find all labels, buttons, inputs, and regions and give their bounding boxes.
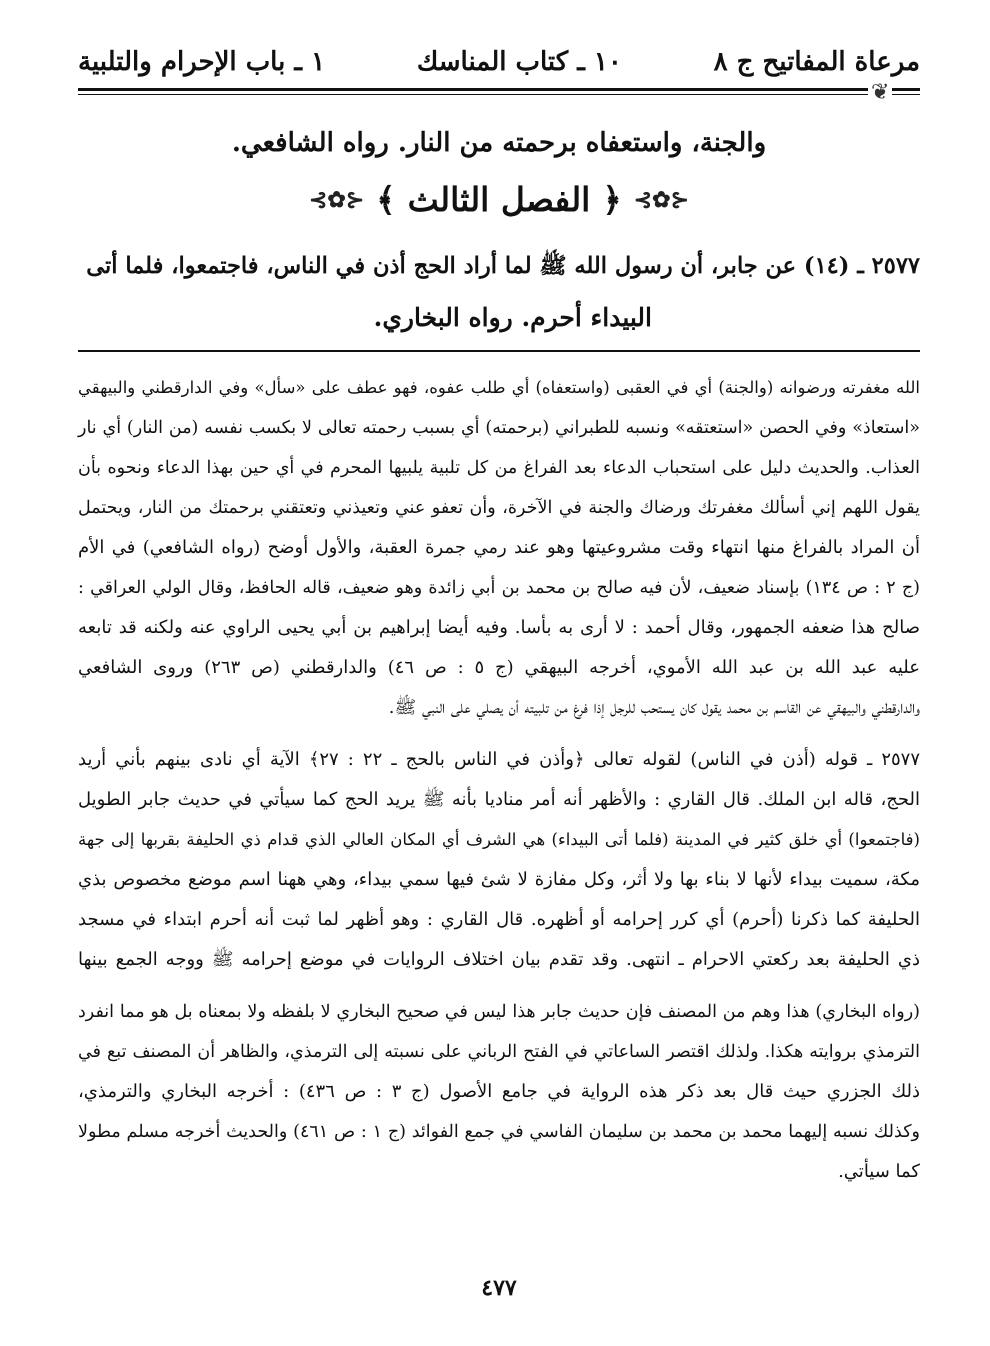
header-rule [78,88,920,91]
commentary-line: (رواه البخاري) هذا وهم من المصنف فإن حديث جابر هذا ليس في صحيح البخاري لا بلفظه ولا بمعناه بل هو مما انفرد [78,1002,920,1022]
commentary-line: والدارقطني والبيهقي عن القاسم بن محمد يقول كان يستحب للرجل إذا فرغ من تلبيته أن يصلي على النبي ﷺ. [388,697,920,718]
commentary-line: الحج، قاله ابن الملك. قال القاري : والأظهر أنه أمر مناديا بأنه ﷺ يريد الحج كما سيأتي في حديث جابر الطويل [78,789,920,810]
header-chapter: ١٠ ـ كتاب المناسك [416,47,622,77]
hadith-continuation: والجنة، واستعفاه برحمته من النار. رواه الشافعي. [231,128,767,158]
page-number: ٤٧٧ [481,1275,517,1301]
commentary-line: (فاجتمعوا) أي خلق كثير في المدينة (فلما أتى البيداء) هي الشرف أي المكان العالي الذي قدام ذي الحليفة بقربها إلى جهة [78,830,920,849]
commentary-paragraph [78,992,920,1192]
header-section: ١ ـ باب الإحرام والتلبية [78,47,326,77]
commentary-line: عليه عبد الله بن عبد الله الأموي، أخرجه البيهقي (ج ٥ : ص ٤٦) والدارقطني (ص ٢٦٣) وروى الشافعي [78,657,920,678]
commentary-line: الترمذي بروايته هكذا. ولذلك اقتصر الساعاتي في الفتح الرباني على نسبته إلى الترمذي، والظاهر أن المصنف تبع في [78,1042,920,1062]
commentary-line: أن المراد بالفراغ منها انتهاء وقت مشروعيتها وهو عند رمي جمرة العقبة، والأول أوضح (رواه الشافعي) في الأم [78,537,920,558]
section-heading [78,180,920,219]
bracket-open: ﴿ [602,180,622,219]
hadith-line-2: البيداء أحرم. رواه البخاري. [373,303,652,332]
ornament-icon: ❦ [868,80,892,105]
commentary-line: يقول اللهم إني أسألك مغفرتك ورضاك والجنة في الآخرة، وأن تعفو عني وتعيذني وتعتقني برحمتك من النار، ويحتمل [78,498,920,518]
hadith-text [78,240,920,344]
commentary-paragraph [78,740,920,980]
commentary-line: صالح هذا ضعفه الجمهور، وقال أحمد : لا أرى به بأسا. وفيه أيضا إبراهيم بن أبي يحيى الراوي عنه ولكنه قد تابعه [78,617,920,638]
flourish-icon: ⊰✿⊱ [633,186,690,213]
commentary-line: (ج ٢ : ص ١٣٤) بإسناد ضعيف، لأن فيه صالح بن محمد بن أبي زائدة وهو ضعيف، قاله الحافظ، وقال الولي العراقي : [78,578,920,598]
commentary-line: العذاب. والحديث دليل على استحباب الدعاء بعد الفراغ من كل تلبية يلبيها المحرم في أي حين بهذا الدعاء ونحوه بأن [78,458,920,478]
hadith-line-1: ٢٥٧٧ ـ (١٤) عن جابر، أن رسول الله ﷺ لما أراد الحج أذن في الناس، فاجتمعوا، فلما أتى [86,253,920,279]
commentary [78,368,920,1192]
bracket-close: ﴾ [376,180,396,219]
commentary-paragraph [78,368,920,728]
commentary-line: «استعاذ» وفي الحصن «استعتقه» ونسبه للطبراني (برحمته) أي بسبب رحمته تعالى لا بكسب نفسه (من النار) أي نار [78,418,920,438]
commentary-line: كما سيأتي. [838,1161,920,1182]
flourish-icon: ⊰✿⊱ [308,186,365,213]
header-rule-thin [78,94,920,95]
running-header [78,42,920,82]
commentary-line: الله مغفرته ورضوانه (والجنة) أي في العقبى (واستعفاه) أي طلب عفوه، فهو عطف على «سأل» وفي الدارقطني والبيهقي [78,378,920,397]
commentary-line: ذلك الجزري حيث قال بعد ذكر هذه الرواية في جامع الأصول (ج ٣ : ص ٤٣٦) : أخرجه البخاري والترمذي، [78,1081,920,1102]
header-book-volume: مرعاة المفاتيح ج ٨ [713,47,920,77]
commentary-line: ٢٥٧٧ ـ قوله (أذن في الناس) لقوله تعالى ﴿وأذن في الناس بالحج ـ ٢٢ : ٢٧﴾ الآية أي نادى بينهم بأني أريد [78,749,920,770]
footnote-divider [78,350,920,352]
section-title: الفصل الثالث [407,180,591,219]
commentary-line: مكة، سميت بيداء لأنها لا بناء بها ولا أثر، وكل مفازة لا شئ فيها سمي بيداء، وهي ههنا اسم موضع مخصوص بذي [78,869,920,890]
commentary-line: الحليفة كما ذكرنا (أحرم) أي كرر إحرامه أو أظهره. قال القاري : وهو أظهر لما ثبت أنه أحرم ابتداء في مسجد [78,909,920,930]
commentary-line: وكذلك نسبه إليهما محمد بن محمد بن سليمان الفاسي في جمع الفوائد (ج ١ : ص ٤٦١) والحديث أخرجه مسلم مطولا [78,1122,920,1142]
commentary-line: ذي الحليفة بعد ركعتي الاحرام ـ انتهى. وقد تقدم بيان اختلاف الروايات في موضع إحرامه ﷺ ووجه الجمع بينها [78,949,920,970]
